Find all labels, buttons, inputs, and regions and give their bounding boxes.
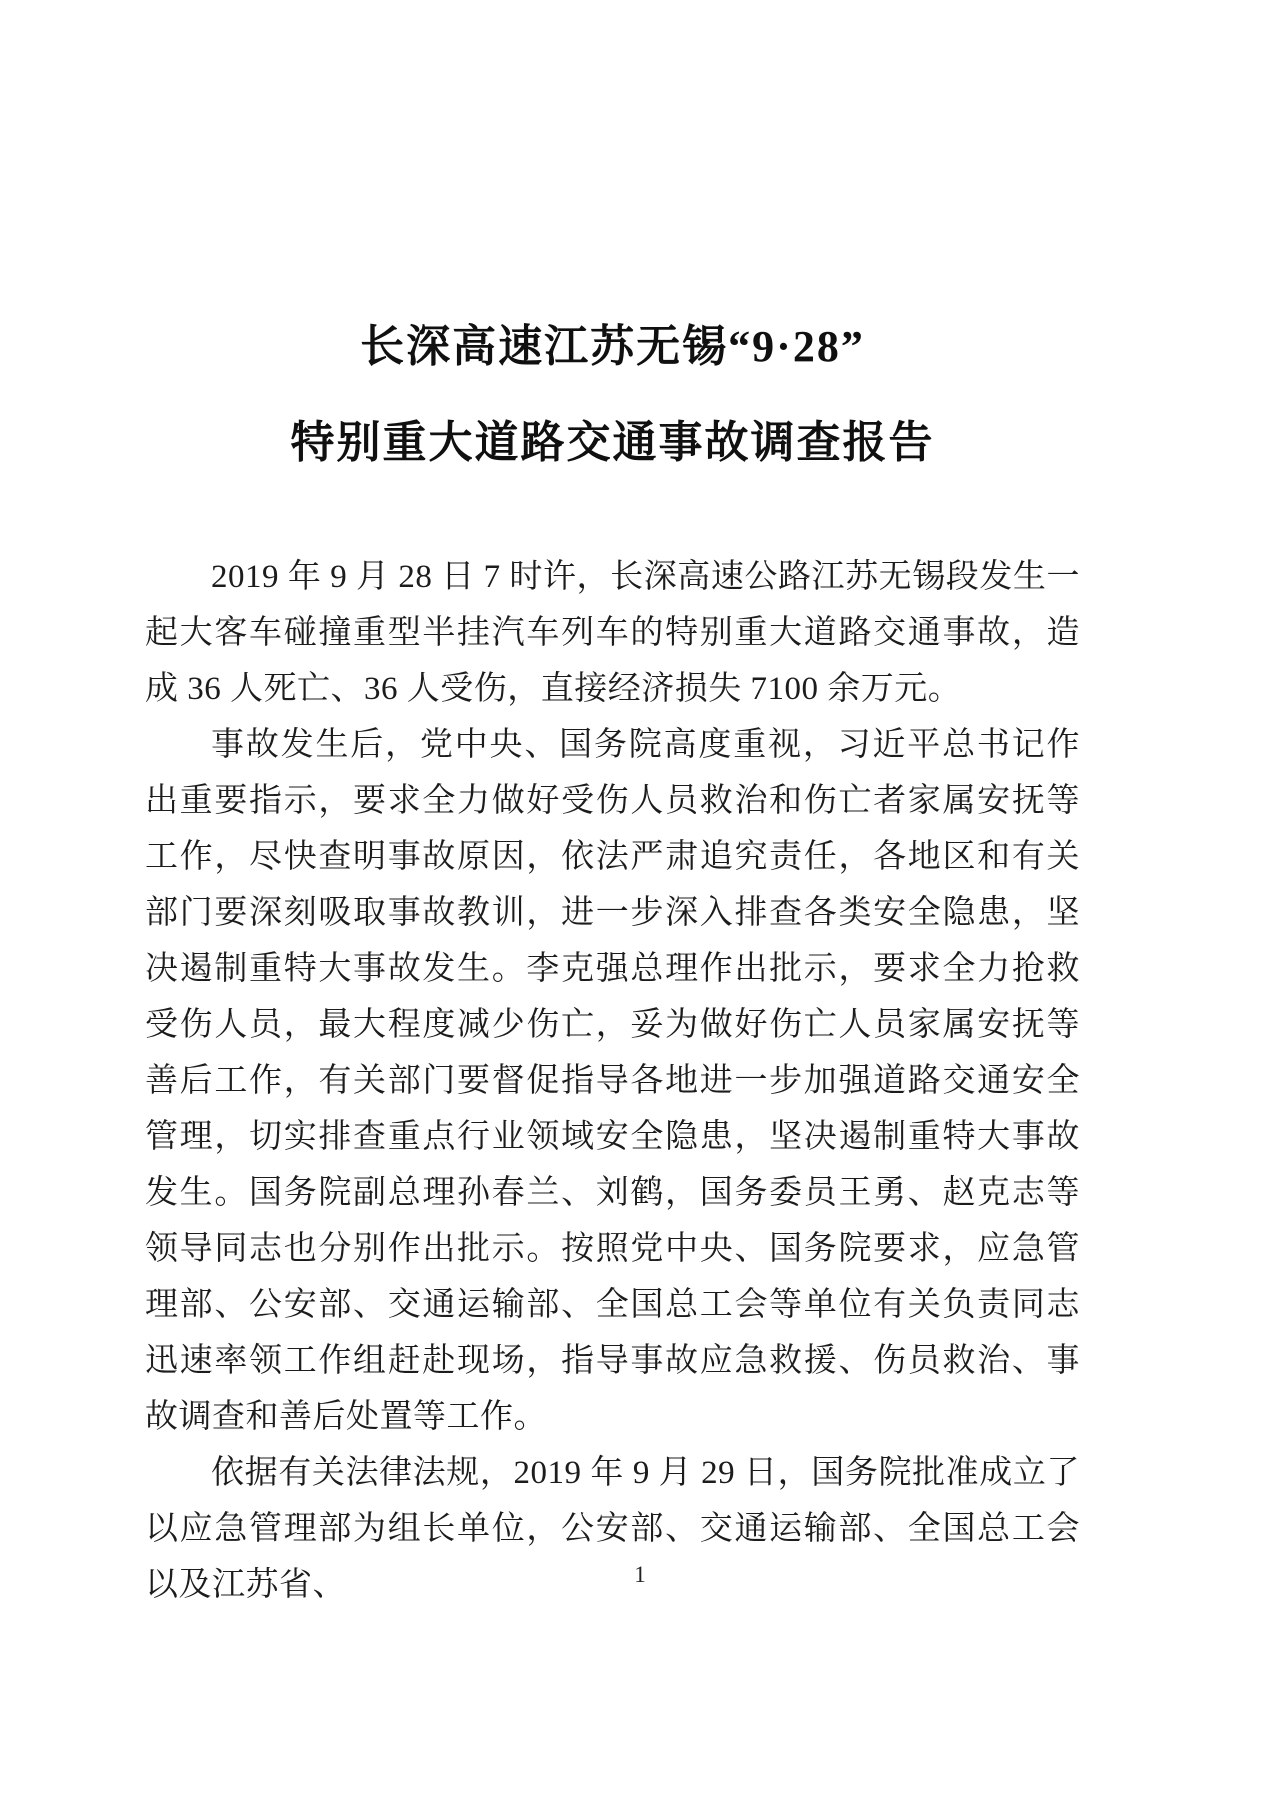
report-title-line2: 特别重大道路交通事故调查报告 xyxy=(290,418,935,468)
page-number: 1 xyxy=(634,1562,646,1587)
report-title-line1: 长深高速江苏无锡“9·28” xyxy=(360,322,865,372)
paragraph-intro: 2019 年 9 月 28 日 7 时许，长深高速公路江苏无锡段发生一起大客车碰撞重型半挂汽车列车的特别重大道路交通事故，造成 36 人死亡、36 人受伤，直接经济损失 7100 余万元。 xyxy=(145,559,1080,708)
report-body xyxy=(145,549,1080,1613)
paragraph-leadership-response: 事故发生后，党中央、国务院高度重视，习近平总书记作出重要指示，要求全力做好受伤人员救治和伤亡者家属安抚等工作，尽快查明事故原因，依法严肃追究责任，各地区和有关部门要深刻吸取事故教训，进一步深入排查各类安全隐患，坚决遏制重特大事故发生。李克强总理作出批示，要求全力抢救受伤人员，最大程度减少伤亡，妥为做好伤亡人员家属安抚等善后工作，有关部门要督促指导各地进一步加强道路交通安全管理，切实排查重点行业领域安全隐患，坚决遏制重特大事故发生。国务院副总理孙春兰、刘鹤，国务委员王勇、赵克志等领导同志也分别作出批示。按照党中央、国务院要求，应急管理部、公安部、交通运输部、全国总工会等单位有关负责同志迅速率领工作组赶赴现场，指导事故应急救援、伤员救治、事故调查和善后处置等工作。 xyxy=(145,727,1080,1436)
page-content xyxy=(145,270,1080,1613)
report-title xyxy=(145,299,1080,491)
paragraph-investigation-setup: 依据有关法律法规，2019 年 9 月 29 日，国务院批准成立了以应急管理部为组长单位，公安部、交通运输部、全国总工会以及江苏省、 xyxy=(145,1455,1080,1604)
